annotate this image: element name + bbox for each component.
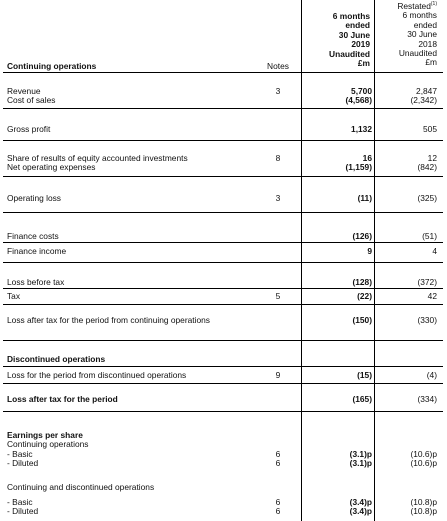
value-2018: (334): [417, 394, 437, 404]
rule: [3, 411, 443, 412]
row-label: Loss for the period from discontinued operations: [7, 370, 187, 380]
rule: [3, 140, 443, 141]
rule: [3, 366, 443, 367]
value-2018: (4): [426, 370, 437, 380]
restated-label: Restated: [397, 1, 431, 11]
value-2018: (10.8)p: [410, 497, 437, 507]
value-2018: (325): [417, 193, 437, 203]
header-2018-line: 6 months: [402, 10, 437, 21]
header-2019-line: Unaudited: [329, 48, 370, 59]
row-label: Revenue: [7, 86, 41, 96]
notes-heading: Notes: [267, 61, 289, 71]
row-note: 6: [275, 458, 281, 468]
rule: [3, 72, 443, 73]
value-2019: (11): [357, 193, 372, 203]
header-2018-line: Unaudited: [398, 48, 437, 59]
restated-footnote-marker: (1): [430, 1, 437, 8]
value-2018: (842): [417, 162, 437, 172]
row-label: Operating loss: [7, 193, 61, 203]
row-label: Finance income: [7, 246, 67, 256]
header-2019-line: 30 June: [338, 29, 370, 40]
value-2018: (51): [422, 231, 437, 241]
section-heading: Continuing operations: [7, 61, 97, 71]
row-note: 6: [275, 497, 281, 507]
rule: [3, 108, 443, 109]
row-label: Finance costs: [7, 231, 59, 241]
value-2019: (150): [352, 315, 372, 325]
value-2018: 12: [427, 153, 437, 163]
row-note: 9: [275, 370, 281, 380]
value-2018: 505: [423, 124, 437, 134]
rule: [3, 383, 443, 384]
row-label: Loss after tax for the period: [7, 394, 118, 404]
row-note: 5: [275, 291, 281, 301]
subsection-heading: Continuing and discontinued operations: [7, 482, 155, 492]
value-2018: 4: [432, 246, 437, 256]
header-2018-line: 2018: [418, 38, 437, 49]
row-label: Loss before tax: [7, 277, 65, 287]
header-2019-line: £m: [357, 58, 370, 69]
value-2019: (126): [352, 231, 372, 241]
value-2019: 9: [367, 246, 372, 256]
rule: [3, 262, 443, 263]
value-2019: (4,568): [345, 95, 372, 105]
header-2019-line: 2019: [351, 39, 370, 50]
row-label: Tax: [7, 291, 21, 301]
value-2019: 1,132: [351, 124, 372, 134]
value-2018: (2,342): [410, 95, 437, 105]
value-2019: (3.1)p: [349, 449, 372, 459]
row-label: Net operating expenses: [7, 162, 96, 172]
value-2019: (3.4)p: [349, 506, 372, 516]
value-2019: (3.4)p: [349, 497, 372, 507]
row-label: - Diluted: [7, 506, 39, 516]
row-label: Gross profit: [7, 124, 51, 134]
row-note: 3: [275, 86, 281, 96]
value-2018: (10.6)p: [410, 449, 437, 459]
header-2018-line: ended: [413, 19, 437, 30]
value-2018: (330): [417, 315, 437, 325]
header-2018: [367, 2, 437, 68]
header-2019-line: ended: [345, 20, 370, 31]
header-2018-line: £m: [425, 57, 437, 68]
section-heading: Discontinued operations: [7, 354, 106, 364]
row-note: 6: [275, 506, 281, 516]
value-2019: (128): [352, 277, 372, 287]
value-2018: 42: [427, 291, 437, 301]
value-2018: (10.6)p: [410, 458, 437, 468]
column-divider-2018: [374, 0, 375, 521]
header-2019: [300, 12, 370, 68]
value-2019: (15): [357, 370, 372, 380]
row-label: Share of results of equity accounted investments: [7, 153, 188, 163]
value-2019: (3.1)p: [349, 458, 372, 468]
rule: [3, 242, 443, 243]
row-note: 6: [275, 449, 281, 459]
row-label: Cost of sales: [7, 95, 56, 105]
rule: [3, 288, 443, 289]
header-2019-line: 6 months: [332, 11, 370, 21]
rule: [3, 212, 443, 213]
value-2018: (372): [417, 277, 437, 287]
row-note: 3: [275, 193, 281, 203]
column-divider-2019: [301, 0, 302, 521]
subsection-heading: Continuing operations: [7, 439, 89, 449]
value-2019: 16: [362, 153, 372, 163]
rule: [3, 176, 443, 177]
value-2019: (1,159): [345, 162, 372, 172]
value-2018: (10.8)p: [410, 506, 437, 516]
value-2019: 5,700: [351, 86, 372, 96]
value-2018: 2,847: [416, 86, 437, 96]
row-label: Loss after tax for the period from continuing operations: [7, 315, 210, 325]
row-note: 8: [275, 153, 281, 163]
row-label: - Basic: [7, 497, 33, 507]
row-label: - Basic: [7, 449, 33, 459]
rule: [3, 340, 443, 341]
rule: [3, 304, 443, 305]
value-2019: (165): [352, 394, 372, 404]
header-2018-line: 30 June: [407, 29, 437, 40]
value-2019: (22): [357, 291, 372, 301]
section-heading: Earnings per share: [7, 430, 83, 440]
row-label: - Diluted: [7, 458, 39, 468]
